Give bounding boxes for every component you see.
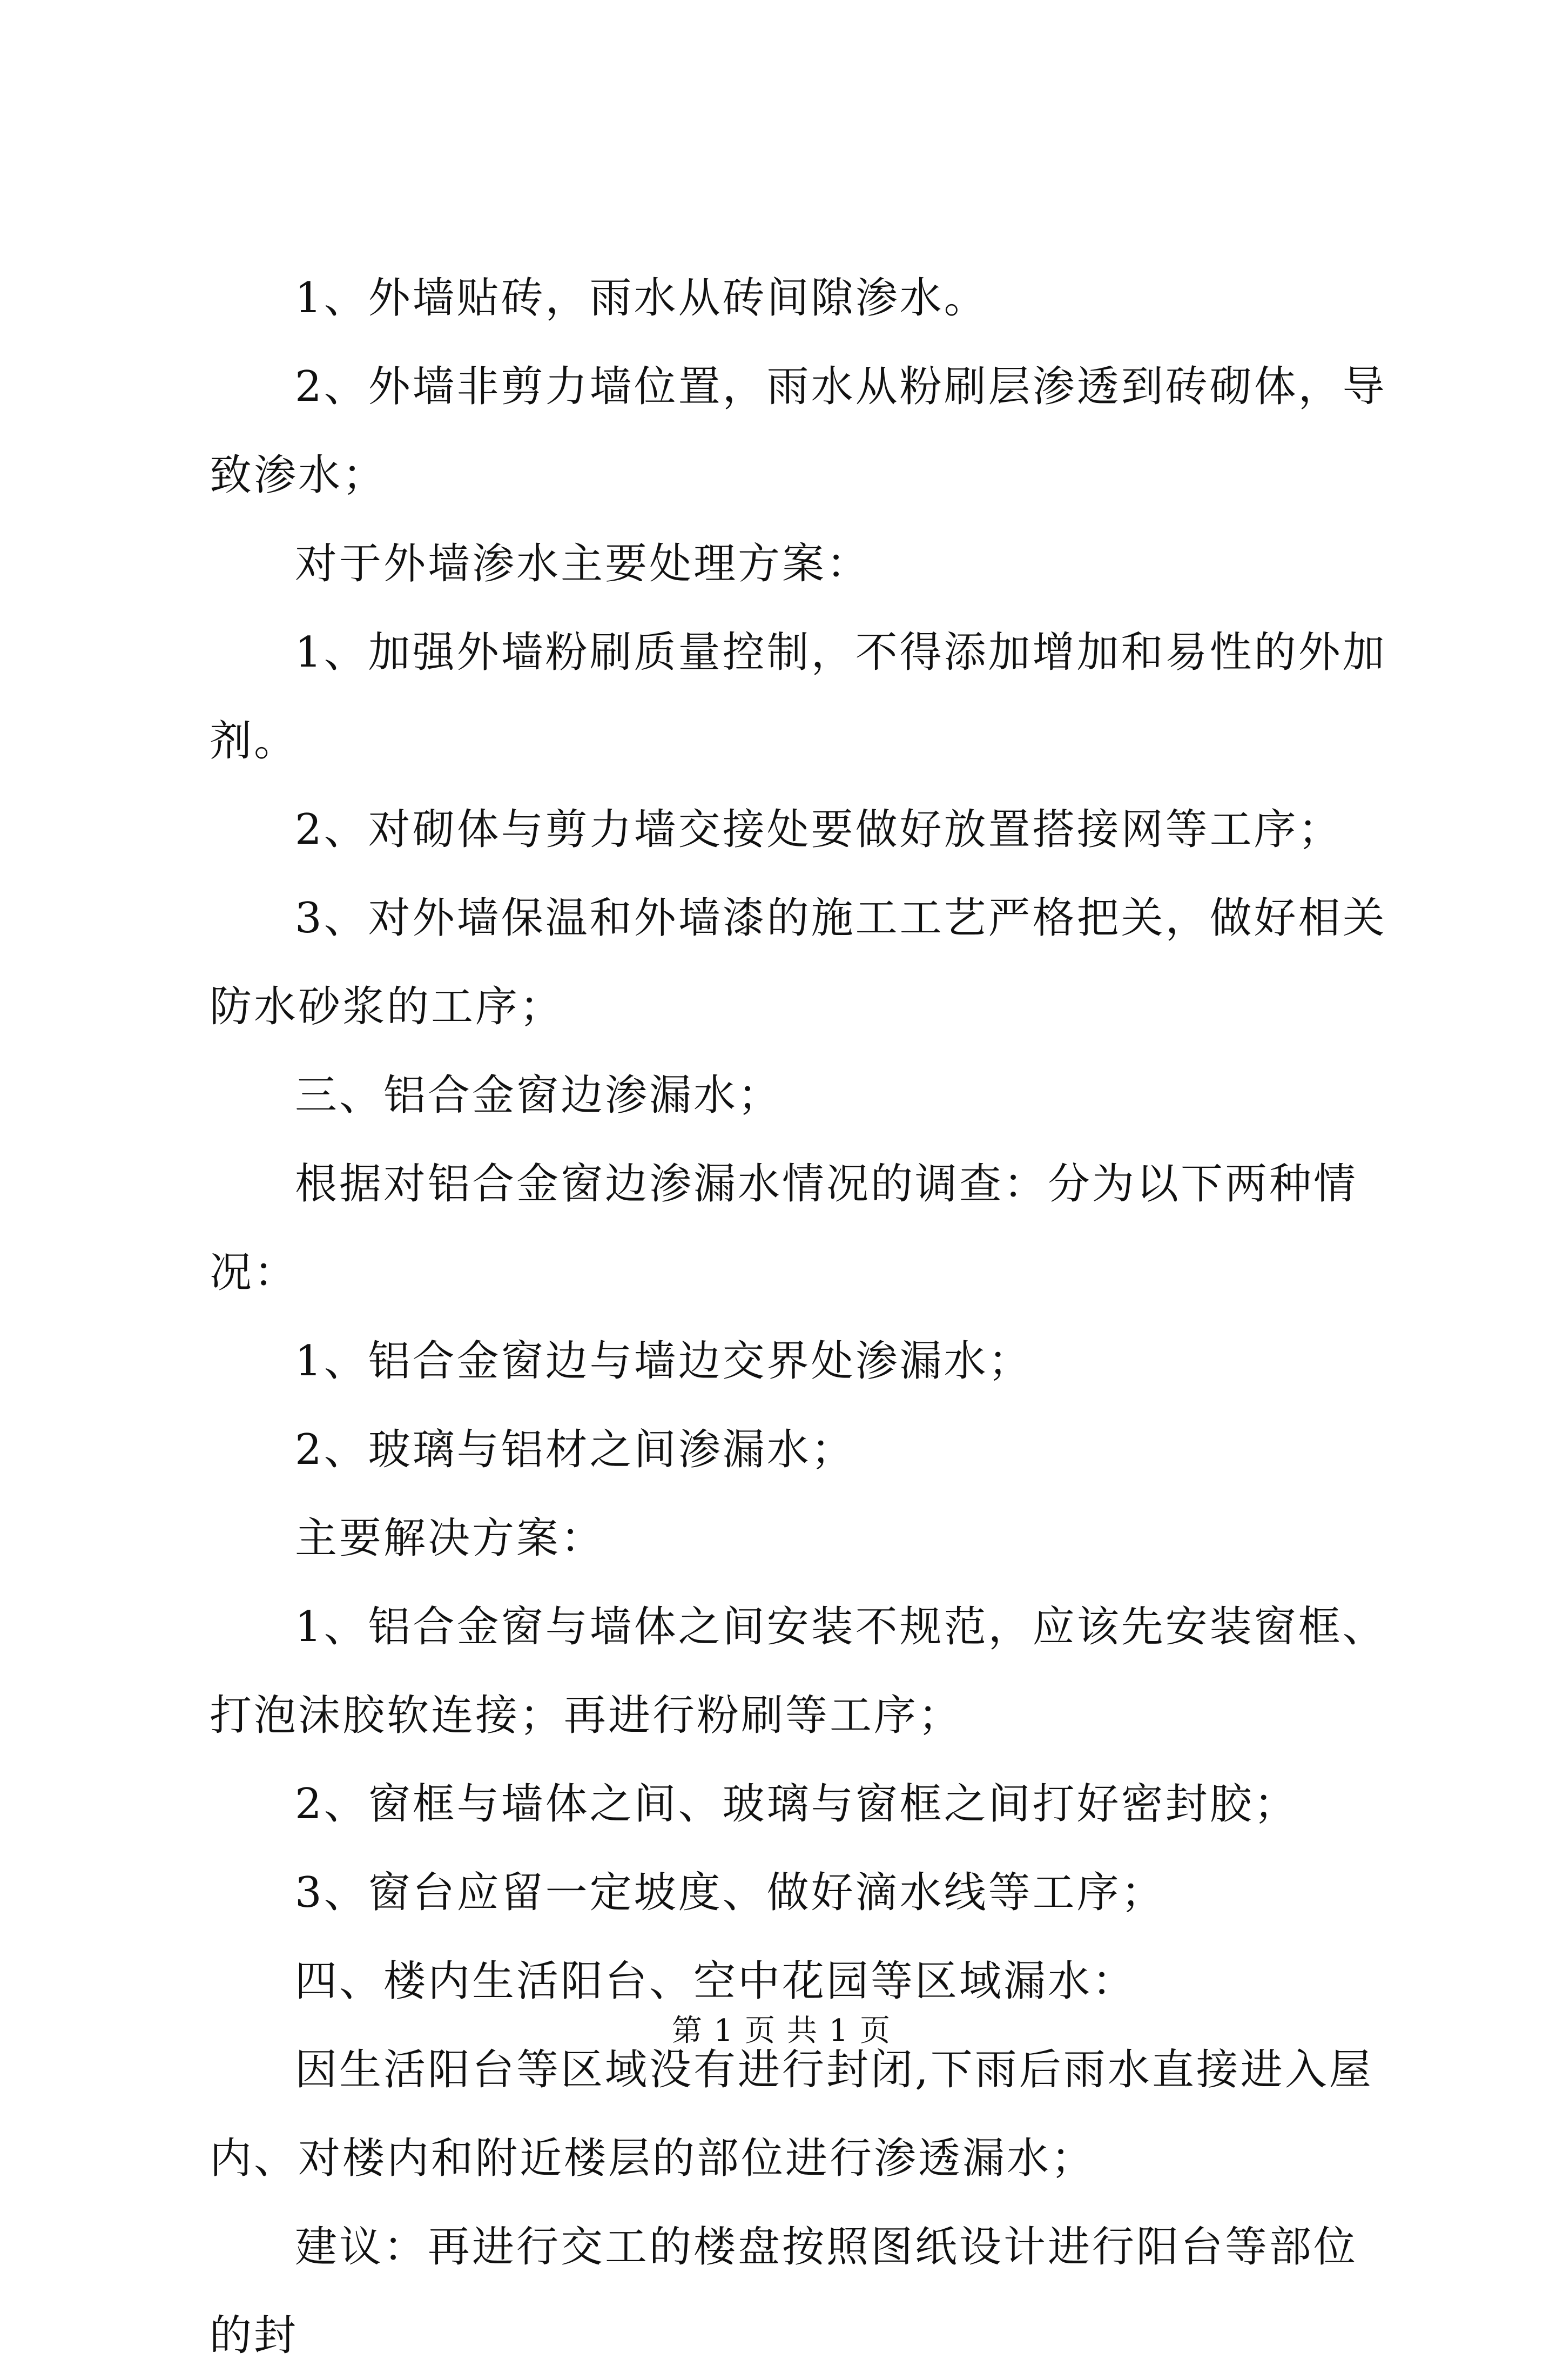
paragraph-1: 1、外墙贴砖，雨水从砖间隙渗水。	[295, 274, 988, 322]
document-body	[210, 254, 1387, 2380]
paragraph-12: 1、铝合金窗与墙体之间安装不规范，应该先安装窗框、打泡沫胶软连接；再进行粉刷等工序；	[210, 1603, 1387, 1740]
paragraph-10: 2、玻璃与铝材之间渗漏水；	[295, 1426, 855, 1474]
section-heading-3: 三、铝合金窗边渗漏水；	[295, 1071, 783, 1120]
paragraph-5: 2、对砌体与剪力墙交接处要做好放置搭接网等工序；	[295, 805, 1343, 854]
paragraph-13: 2、窗框与墙体之间、玻璃与窗框之间打好密封胶；	[295, 1780, 1298, 1828]
paragraph-17: 建议：再进行交工的楼盘按照图纸设计进行阳台等部位的封	[210, 2223, 1358, 2360]
paragraph-9: 1、铝合金窗边与墙边交界处渗漏水；	[295, 1337, 1033, 1386]
paragraph-4: 1、加强外墙粉刷质量控制，不得添加增加和易性的外加剂。	[210, 628, 1387, 765]
paragraph-14: 3、窗台应留一定坡度、做好滴水线等工序；	[295, 1868, 1165, 1917]
paragraph-3: 对于外墙渗水主要处理方案：	[295, 540, 871, 588]
page-number-label: 第 1 页 共 1 页	[671, 2013, 892, 2048]
paragraph-11: 主要解决方案：	[295, 1514, 605, 1563]
paragraph-6: 3、对外墙保温和外墙漆的施工工艺严格把关，做好相关防水砂浆的工序；	[210, 894, 1387, 1031]
paragraph-16: 因生活阳台等区域没有进行封闭,下雨后雨水直接进入屋内、对楼内和附近楼层的部位进行渗透漏水；	[210, 2046, 1373, 2183]
paragraph-8: 根据对铝合金窗边渗漏水情况的调查：分为以下两种情况：	[210, 1160, 1358, 1297]
paragraph-2: 2、外墙非剪力墙位置，雨水从粉刷层渗透到砖砌体，导致渗水；	[210, 362, 1387, 500]
page-footer	[0, 2009, 1563, 2053]
section-heading-4: 四、楼内生活阳台、空中花园等区域漏水：	[295, 1957, 1137, 2006]
